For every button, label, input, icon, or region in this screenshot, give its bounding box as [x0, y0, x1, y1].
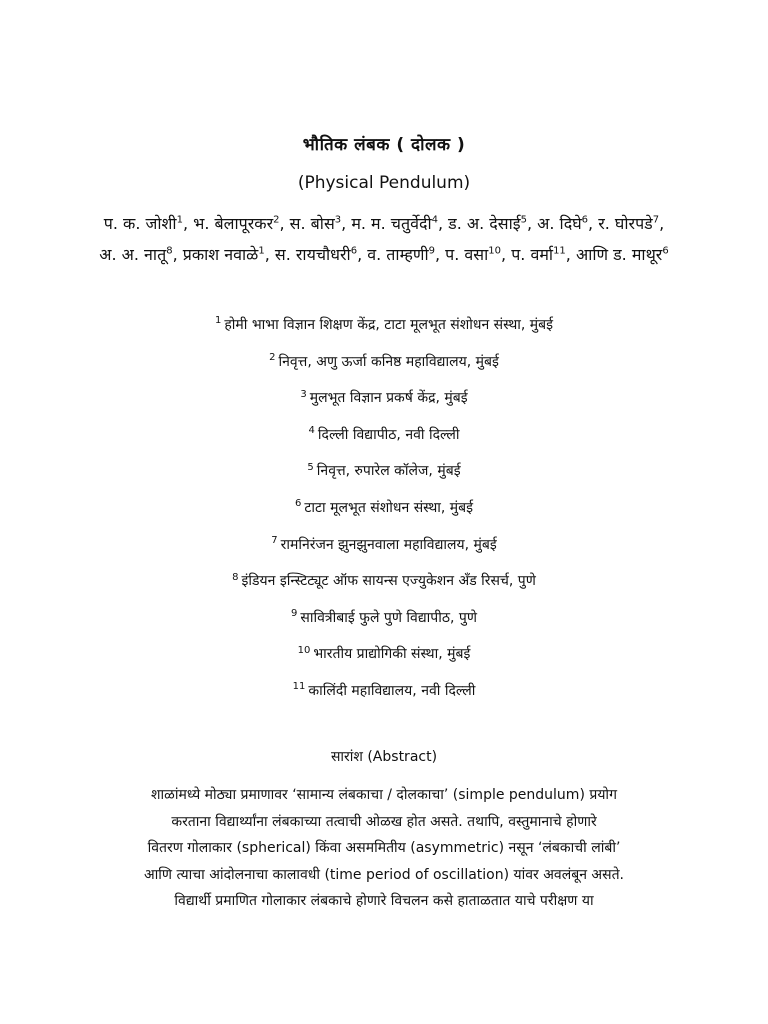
author-name: व. ताम्हणी — [367, 245, 429, 264]
affiliation-line — [0, 422, 768, 459]
author-affiliation-marker: 6 — [581, 214, 589, 226]
affiliation-text: होमी भाभा विज्ञान शिक्षण केंद्र, टाटा मूलभूत संशोधन संस्था, मुंबई — [224, 317, 554, 333]
author-affiliation-marker: 6 — [350, 245, 358, 257]
author — [351, 214, 448, 233]
affiliation-line — [0, 349, 768, 386]
affiliation-text: निवृत्त, रुपारेल कॉलेज, मुंबई — [316, 463, 461, 480]
affiliation-line — [0, 568, 768, 605]
abstract-line: आणि त्याचा आंदोलनाचा कालावधी (time period of oscillation) यांवर अवलंबून असते. — [143, 866, 625, 883]
abstract-heading: सारांश (Abstract) — [330, 749, 438, 765]
author-name: र. घोरपडे — [598, 214, 653, 233]
paper-title: भौतिक लंबक ( दोलक ) — [302, 135, 466, 155]
affiliation-number: 8 — [232, 571, 239, 583]
author-name: अ. दिघे — [537, 214, 582, 233]
author-name: म. म. चतुर्वेदी — [351, 214, 432, 233]
author-affiliation-marker: 4 — [431, 214, 438, 226]
affiliation-number: 3 — [300, 388, 307, 400]
author — [193, 214, 290, 233]
affiliation-number: 7 — [271, 534, 278, 546]
author — [183, 245, 275, 264]
author-separator: , — [588, 214, 599, 233]
affiliation-text: सावित्रीबाई फुले पुणे विद्यापीठ, पुणे — [300, 609, 477, 626]
author — [367, 245, 445, 264]
affiliation-text: टाटा मूलभूत संशोधन संस्था, मुंबई — [304, 499, 474, 516]
affiliation-line — [0, 495, 768, 532]
author — [448, 214, 537, 233]
author — [275, 245, 367, 264]
author-list — [96, 208, 672, 270]
author-separator: , — [501, 245, 512, 264]
affiliation-number: 4 — [308, 425, 315, 437]
affiliation-text: दिल्ली विद्यापीठ, नवी दिल्ली — [317, 426, 460, 443]
author-separator: , — [526, 214, 538, 233]
author-separator: , आणि — [565, 245, 614, 264]
affiliation-line — [0, 385, 768, 422]
affiliation-line — [0, 532, 768, 569]
author-affiliation-marker: 10 — [488, 245, 502, 257]
affiliation-text: रामनिरंजन झुनझुनवाला महाविद्यालय, मुंबई — [280, 536, 497, 553]
affiliation-text: निवृत्त, अणु ऊर्जा कनिष्ठ महाविद्यालय, मुंबई — [278, 353, 499, 370]
abstract-line: विद्यार्थी प्रमाणित गोलाकार लंबकाचे होणारे विचलन कसे हाताळतात याचे परीक्षण या — [174, 893, 594, 909]
affiliation-number: 2 — [269, 351, 276, 363]
author — [290, 214, 352, 233]
author-affiliation-marker: 8 — [166, 245, 173, 257]
abstract-line: वितरण गोलाकार (spherical) किंवा असममितीय (asymmetric) नसून ‘लंबकाची लांबी’ — [147, 840, 621, 856]
abstract-line: शाळांमध्ये मोठ्या प्रमाणावर ‘सामान्य लंबकाचा / दोलकाचा’ (simple pendulum) प्रयोग — [151, 787, 617, 803]
author-affiliation-marker: 9 — [428, 245, 435, 257]
author-separator: , — [182, 214, 194, 233]
paper-subtitle: (Physical Pendulum) — [297, 173, 471, 193]
affiliation-number: 1 — [214, 315, 222, 327]
author-affiliation-marker: 6 — [662, 245, 669, 257]
author-name: ड. अ. देसाई — [448, 214, 521, 233]
author-affiliation-marker: 2 — [273, 214, 280, 226]
author — [511, 245, 613, 264]
affiliation-number: 6 — [294, 498, 302, 510]
author-affiliation-marker: 3 — [334, 214, 342, 226]
abstract-line: करताना विद्यार्थ्यांना लंबकाच्या तत्वाची ओळख होत असते. तथापि, वस्तुमानाचे होणारे — [171, 813, 597, 830]
author-affiliation-marker: 1 — [176, 214, 183, 226]
author-separator: , — [279, 214, 290, 233]
author-name: प. वसा — [445, 245, 489, 264]
author-affiliation-marker: 11 — [553, 245, 566, 257]
author-affiliation-marker: 5 — [520, 214, 527, 226]
affiliation-list — [0, 312, 768, 715]
author — [537, 214, 598, 233]
affiliation-text: भारतीय प्राद्योगिकी संस्था, मुंबई — [313, 646, 471, 663]
affiliation-number: 10 — [297, 644, 311, 656]
affiliation-text: कालिंदी महाविद्यालय, नवी दिल्ली — [308, 682, 476, 699]
author-affiliation-marker: 7 — [652, 214, 660, 226]
author-separator: , — [264, 245, 275, 264]
affiliation-text: इंडियन इन्स्टिट्यूट ऑफ सायन्स एज्युकेशन अँड रिसर्च, पुणे — [241, 573, 536, 590]
author-affiliation-marker: 1 — [258, 245, 265, 257]
author-separator: , — [172, 245, 183, 264]
author-name: अ. अ. नातू — [99, 245, 167, 264]
affiliation-number: 11 — [292, 681, 306, 693]
author — [598, 214, 664, 233]
author — [445, 245, 511, 264]
author-name: प. वर्मा — [511, 245, 554, 264]
author-separator: , — [659, 214, 665, 233]
author — [104, 214, 193, 233]
affiliation-line — [0, 605, 768, 642]
author-name: स. रायचौधरी — [274, 245, 351, 264]
author-separator: , — [434, 245, 446, 264]
author-name: स. बोस — [289, 214, 335, 233]
affiliation-line — [0, 678, 768, 715]
affiliation-line — [0, 458, 768, 495]
author-name: प. क. जोशी — [103, 214, 177, 233]
author — [99, 245, 182, 264]
author-name: प्रकाश नवाळे — [182, 245, 259, 264]
abstract-body — [96, 782, 672, 915]
affiliation-line — [0, 312, 768, 349]
author-separator: , — [357, 245, 368, 264]
affiliation-number: 5 — [307, 461, 314, 473]
affiliation-text: मुलभूत विज्ञान प्रकर्ष केंद्र, मुंबई — [309, 390, 468, 407]
author-name: ड. माथूर — [613, 245, 663, 264]
author-name: भ. बेलापूरकर — [193, 214, 274, 233]
affiliation-number: 9 — [291, 608, 298, 620]
author-separator: , — [341, 214, 352, 233]
author — [613, 245, 669, 264]
affiliation-line — [0, 641, 768, 678]
author-separator: , — [437, 214, 449, 233]
